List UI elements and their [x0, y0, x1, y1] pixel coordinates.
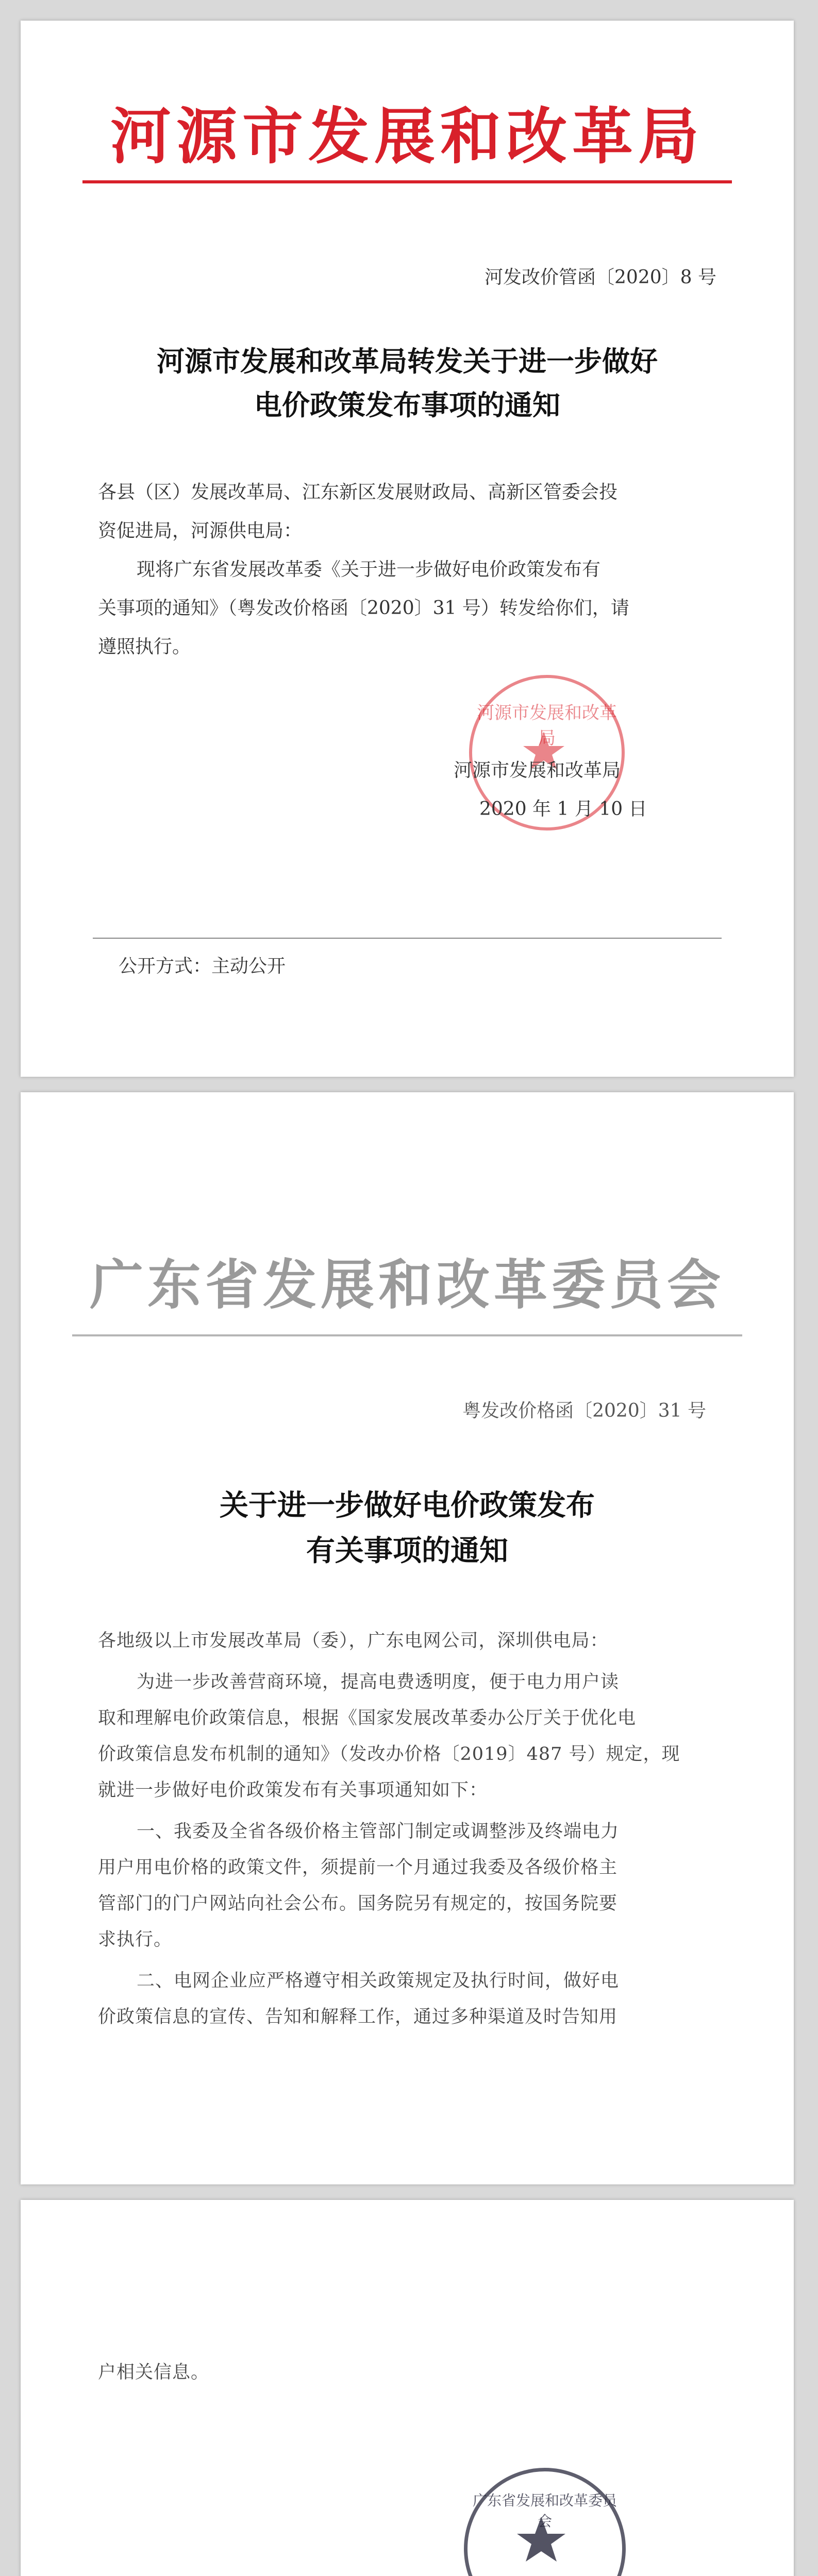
para2-line-1: 一、我委及全省各级价格主管部门制定或调整涉及终端电力 — [137, 1821, 620, 1842]
recipients-line-2: 资促进局，河源供电局： — [98, 520, 303, 541]
para1-line-3: 价政策信息发布机制的通知》（发改办价格〔2019〕487 号）规定，现 — [98, 1744, 680, 1765]
para3-line-1: 二、电网企业应严格遵守相关政策规定及执行时间，做好电 — [137, 1971, 620, 1991]
letterhead-divider — [82, 180, 732, 183]
para1-line-4: 就进一步做好电价政策发布有关事项通知如下： — [98, 1780, 488, 1801]
recipients-line-1: 各县（区）发展改革局、江东新区发展财政局、高新区管委会投 — [98, 482, 618, 503]
body-line-2: 关事项的通知》（粤发改价格函〔2020〕31 号）转发给你们，请 — [98, 598, 629, 619]
body-line-1: 现将广东省发展改革委《关于进一步做好电价政策发布有 — [137, 559, 601, 580]
para2-line-3: 管部门的门户网站向社会公布。国务院另有规定的，按国务院要 — [98, 1893, 618, 1914]
doc-title-line-1: 河源市发展和改革局转发关于进一步做好 — [157, 345, 658, 378]
para2-line-4: 求执行。 — [98, 1929, 173, 1950]
official-seal-dark — [464, 2468, 626, 2576]
letterhead-divider — [72, 1334, 742, 1336]
footer-rule — [93, 938, 722, 939]
recipients: 各地级以上市发展改革局（委），广东电网公司，深圳供电局： — [98, 1631, 609, 1651]
letterhead-red: 河源市发展和改革局 — [110, 100, 704, 172]
body-line-3: 遵照执行。 — [98, 636, 191, 657]
letterhead-grey: 广东省发展和改革委员会 — [89, 1253, 725, 1316]
document-page-2 — [21, 1092, 794, 2184]
disclosure-label: 公开方式：主动公开 — [119, 956, 286, 977]
signature-date: 2020 年 1 月 10 日 — [479, 799, 647, 820]
seal-text-top: 广东省发展和改革委员会 — [472, 2492, 617, 2530]
para1-line-2: 取和理解电价政策信息，根据《国家发展改革委办公厅关于优化电 — [98, 1708, 637, 1728]
doc-title-line-2: 有关事项的通知 — [306, 1534, 508, 1568]
document-page-3 — [21, 2200, 794, 2576]
doc-number: 河发改价管函〔2020〕8 号 — [485, 267, 716, 288]
para3-line-2: 价政策信息的宣传、告知和解释工作，通过多种渠道及时告知用 — [98, 2007, 618, 2027]
doc-title-line-1: 关于进一步做好电价政策发布 — [220, 1488, 595, 1522]
seal-text: 河源市发展和改革局 — [477, 703, 617, 749]
signature-org: 河源市发展和改革局 — [454, 760, 621, 781]
para2-line-2: 用户用电价格的政策文件，须提前一个月通过我委及各级价格主 — [98, 1857, 618, 1878]
document-page-1 — [21, 21, 794, 1077]
para1-line-1: 为进一步改善营商环境，提高电费透明度，便于电力用户读 — [137, 1672, 620, 1692]
doc-number: 粤发改价格函〔2020〕31 号 — [462, 1400, 706, 1421]
doc-title-line-2: 电价政策发布事项的通知 — [254, 388, 560, 421]
continuation-line: 户相关信息。 — [98, 2362, 210, 2383]
